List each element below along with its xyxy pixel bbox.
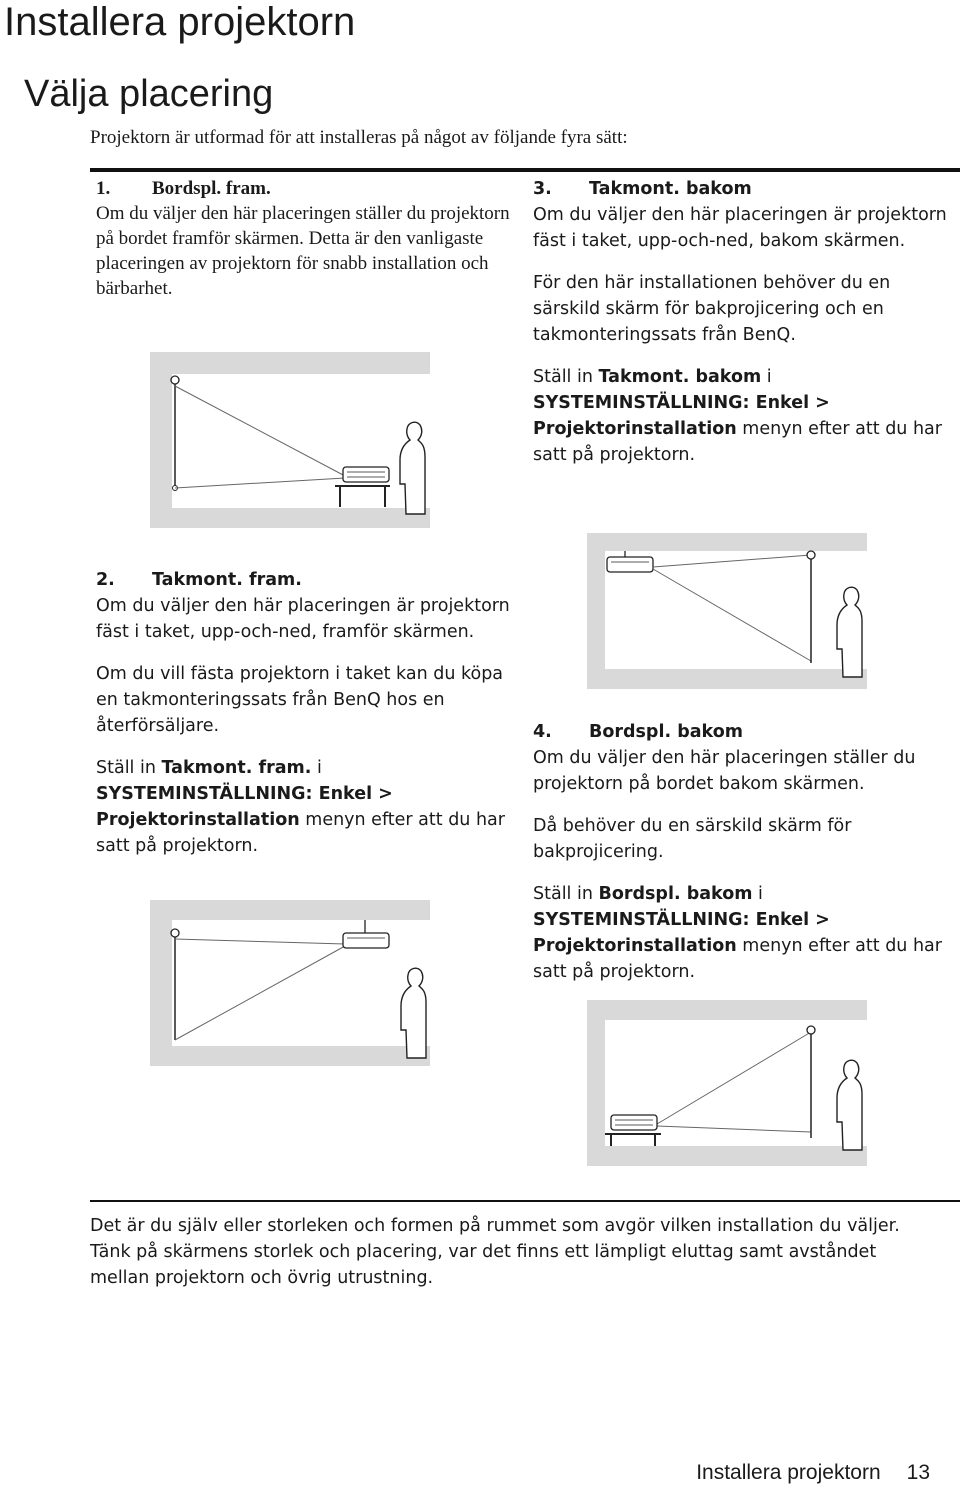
section-title: Välja placering — [24, 73, 274, 115]
ceiling-mount-icon — [343, 920, 389, 948]
note-text: Det är du själv eller storleken och formen på rummet som avgör vilken installation du väljer. Tänk på skärmens storlek och placering, var det finns ett lämpligt eluttag samt avståndet mellan projektorn och övrig utrustning. — [90, 1216, 900, 1288]
person-icon — [401, 968, 426, 1058]
page-footer — [696, 1461, 930, 1485]
option-3-desc-1: Om du väljer den här placeringen är projektorn fäst i taket, upp-och-ned, bakom skärmen. — [533, 205, 947, 251]
option-1-number: 1. — [96, 178, 111, 199]
person-icon — [837, 1060, 862, 1150]
option-2-heading — [96, 567, 516, 593]
projector-icon — [611, 1115, 657, 1130]
option-2-desc-2: Om du vill fästa projektorn i taket kan du köpa en takmonteringssats från BenQ hos en återförsäljare. — [96, 664, 504, 736]
screen-top-cap — [171, 376, 179, 384]
beam-bottom — [653, 569, 811, 661]
option-2-number: 2. — [96, 570, 115, 590]
option-4-number: 4. — [533, 722, 552, 742]
option-1-name: Bordspl. fram. — [152, 178, 271, 199]
person-icon — [837, 587, 862, 677]
option-3 — [533, 176, 953, 484]
option-2-name: Takmont. fram. — [152, 570, 302, 590]
option-2 — [96, 567, 516, 875]
table-icon — [335, 486, 390, 507]
option-1-desc: Om du väljer den här placeringen ställer du projektorn på bordet framför skärmen. Detta är den vanligaste placeringen av projektorn för snabb installation och bärbarhet. — [96, 203, 510, 299]
screen-top-cap — [171, 929, 179, 937]
option-3-number: 3. — [533, 179, 552, 199]
option-3-setting: Ställ in Takmont. bakom i SYSTEMINSTÄLLNING: Enkel > Projektorinstallation menyn efter att du har satt på projektorn. — [533, 367, 942, 465]
figure-floor-rear — [587, 1000, 869, 1168]
option-1-heading — [96, 176, 521, 201]
option-3-name: Takmont. bakom — [589, 179, 752, 199]
room-wall — [587, 1000, 867, 1166]
screen-top-cap — [807, 551, 815, 559]
option-4-heading — [533, 719, 953, 745]
page-number: 13 — [906, 1461, 930, 1484]
option-4-name: Bordspl. bakom — [589, 722, 743, 742]
figure-ceiling-rear — [587, 533, 869, 691]
option-1 — [96, 176, 521, 317]
figure-floor-front — [150, 352, 432, 530]
figure-ceiling-front — [150, 900, 432, 1068]
note-rule — [90, 1200, 960, 1202]
beam-bottom — [175, 946, 345, 1040]
projector-icon — [343, 467, 389, 482]
option-4-desc-1: Om du väljer den här placeringen ställer du projektorn på bordet bakom skärmen. — [533, 748, 916, 794]
ceiling-mount-icon — [607, 551, 653, 572]
option-4-desc-2: Då behöver du en särskild skärm för bakprojicering. — [533, 816, 852, 862]
beam-top — [653, 555, 811, 567]
option-4 — [533, 719, 953, 1001]
intro-text: Projektorn är utformad för att installeras på något av följande fyra sätt: — [90, 127, 628, 148]
option-2-setting: Ställ in Takmont. fram. i SYSTEMINSTÄLLNING: Enkel > Projektorinstallation menyn efter att du har satt på projektorn. — [96, 758, 505, 856]
page-title: Installera projektorn — [4, 0, 356, 44]
beam-top — [175, 939, 345, 944]
beam-bottom — [175, 478, 345, 488]
option-2-desc-1: Om du väljer den här placeringen är projektorn fäst i taket, upp-och-ned, framför skärmen. — [96, 596, 510, 642]
option-3-heading — [533, 176, 953, 202]
beam-bottom — [657, 1126, 811, 1132]
person-icon — [400, 422, 425, 514]
top-rule — [90, 168, 960, 172]
footer-section: Installera projektorn — [696, 1461, 881, 1484]
option-3-desc-2: För den här installationen behöver du en särskild skärm för bakprojicering och en takmonteringssats från BenQ. — [533, 273, 891, 345]
beam-top — [657, 1032, 811, 1124]
room-wall — [150, 352, 430, 528]
room-wall — [150, 900, 430, 1066]
beam-top — [175, 386, 345, 476]
option-4-setting: Ställ in Bordspl. bakom i SYSTEMINSTÄLLNING: Enkel > Projektorinstallation menyn efter att du har satt på projektorn. — [533, 884, 942, 982]
screen-top-cap — [807, 1026, 815, 1034]
table-icon — [605, 1134, 661, 1146]
